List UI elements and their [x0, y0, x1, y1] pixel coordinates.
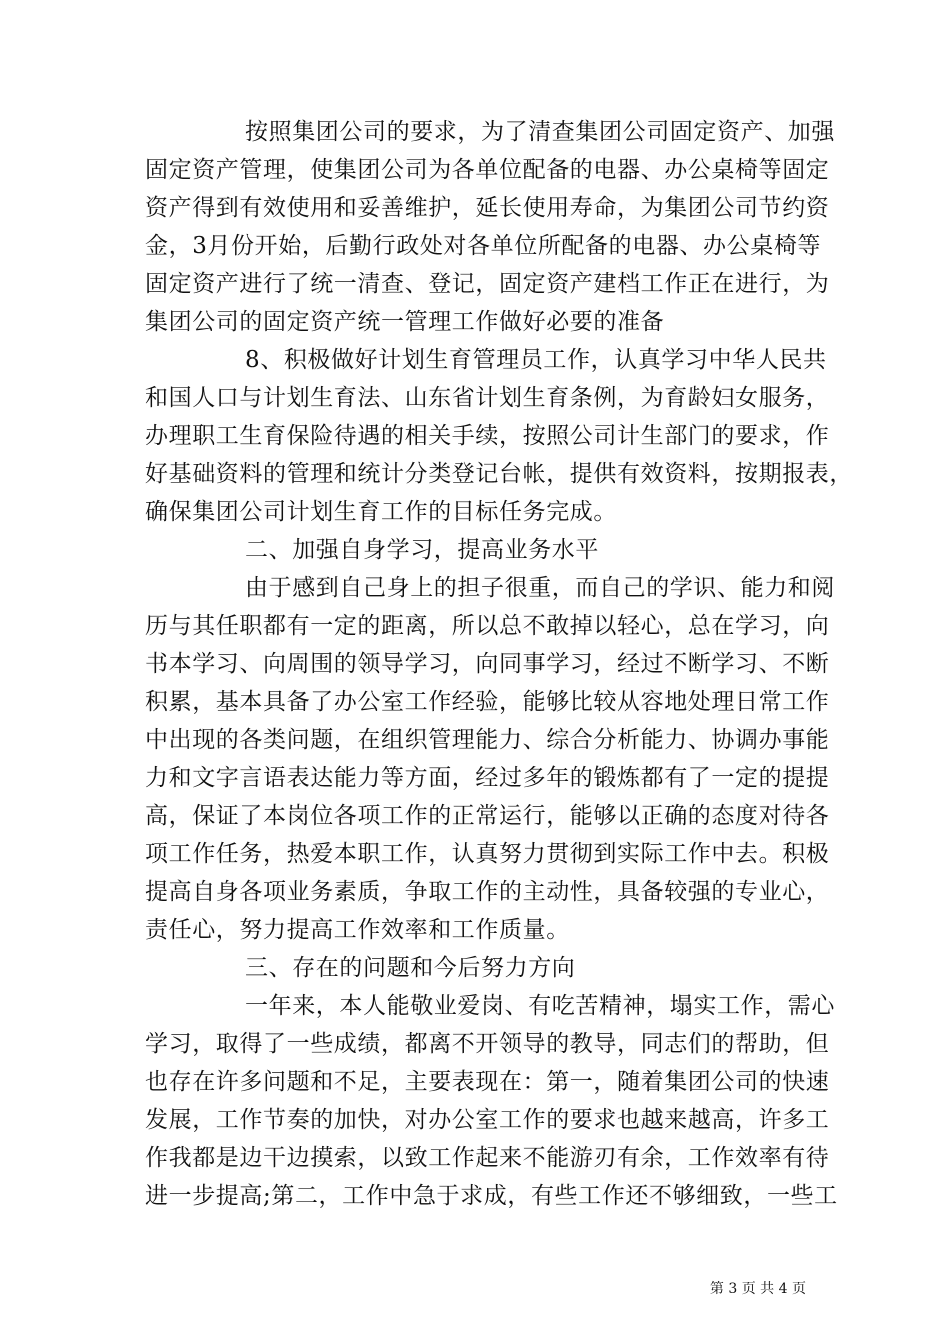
text-line: 中出现的各类问题，在组织管理能力、综合分析能力、协调办事能: [145, 727, 830, 753]
text-line: 进一步提高;第二，工作中急于求成，有些工作还不够细致，一些工: [145, 1183, 838, 1209]
text-line: 也存在许多问题和不足，主要表现在：第一，随着集团公司的快速: [145, 1069, 830, 1095]
text-line: 责任心，努力提高工作效率和工作质量。: [145, 917, 570, 943]
text-line: 由于感到自己身上的担子很重，而自己的学识、能力和阅: [245, 575, 835, 601]
text-line: 发展，工作节奏的加快，对办公室工作的要求也越来越高，许多工: [145, 1107, 830, 1133]
text-line: 办理职工生育保险待遇的相关手续，按照公司计生部门的要求，作: [145, 423, 830, 449]
text-line: 积累，基本具备了办公室工作经验，能够比较从容地处理日常工作: [145, 689, 830, 715]
text-line: 好基础资料的管理和统计分类登记台帐，提供有效资料，按期报表，: [145, 461, 853, 487]
text-line: 一年来，本人能敬业爱岗、有吃苦精神，塌实工作，需心: [245, 993, 835, 1019]
text-line: 项工作任务，热爱本职工作，认真努力贯彻到实际工作中去。积极: [145, 841, 830, 867]
text-line: 历与其任职都有一定的距离，所以总不敢掉以轻心，总在学习，向: [145, 613, 830, 639]
text-line: 集团公司的固定资产统一管理工作做好必要的准备: [145, 309, 665, 335]
page-number-footer: 第 3 页 共 4 页: [709, 1281, 806, 1297]
text-line: 金，3月份开始，后勤行政处对各单位所配备的电器、办公桌椅等: [145, 233, 822, 259]
text-line: 提高自身各项业务素质，争取工作的主动性，具备较强的专业心，: [145, 879, 830, 905]
section-heading: 三、存在的问题和今后努力方向: [245, 955, 576, 981]
text-line: 确保集团公司计划生育工作的目标任务完成。: [145, 499, 617, 525]
text-line: 8、积极做好计划生育管理员工作，认真学习中华人民共: [245, 347, 827, 373]
text-line: 学习，取得了一些成绩，都离不开领导的教导，同志们的帮助，但: [145, 1031, 830, 1057]
text-line: 书本学习、向周围的领导学习，向同事学习，经过不断学习、不断: [145, 651, 830, 677]
section-heading: 二、加强自身学习，提高业务水平: [245, 537, 599, 563]
text-line: 和国人口与计划生育法、山东省计划生育条例，为育龄妇女服务，: [145, 385, 830, 411]
text-line: 固定资产管理，使集团公司为各单位配备的电器、办公桌椅等固定: [145, 157, 830, 183]
text-line: 资产得到有效使用和妥善维护，延长使用寿命，为集团公司节约资: [145, 195, 830, 221]
text-line: 作我都是边干边摸索，以致工作起来不能游刃有余，工作效率有待: [145, 1145, 830, 1171]
text-line: 固定资产进行了统一清查、登记，固定资产建档工作正在进行，为: [145, 271, 830, 297]
text-line: 高，保证了本岗位各项工作的正常运行，能够以正确的态度对待各: [145, 803, 830, 829]
text-line: 按照集团公司的要求，为了清查集团公司固定资产、加强: [245, 119, 835, 145]
text-line: 力和文字言语表达能力等方面，经过多年的锻炼都有了一定的提提: [145, 765, 830, 791]
